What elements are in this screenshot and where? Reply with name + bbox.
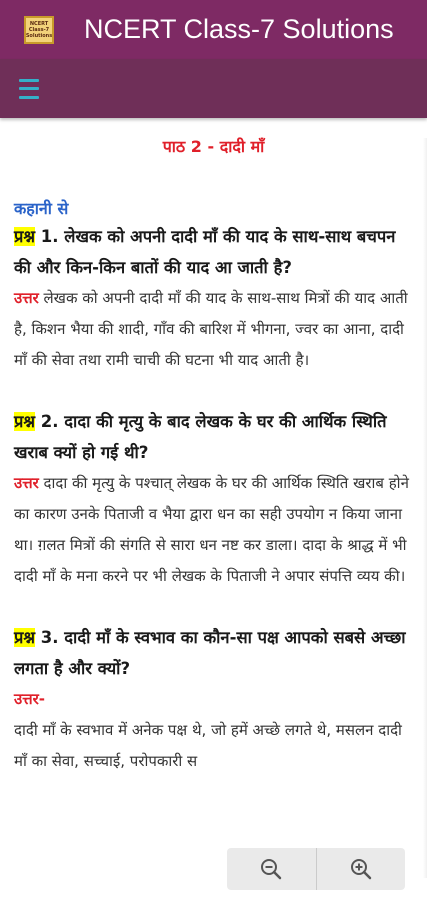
answer-text: दादा की मृत्यु के पश्चात् लेखक के घर की आर्थिक स्थिति खराब होने का कारण उनके पिताजी व भैया द्वारा धन का सही उपयोग न किया जाना था। ग़लत मित्रों की संगति से सारा धन नष्ट कर डाला। दादा के श्राद्ध में भी दादी माँ के मना करने पर भी लेखक के पिताजी ने अपार संपत्ति व्यय की। [14, 474, 409, 585]
question-text: 3. दादी माँ के स्वभाव का कौन-सा पक्ष आपको सबसे अच्छा लगता है और क्यों? [14, 628, 406, 678]
menu-bar-line [19, 79, 39, 82]
toolbar [0, 59, 427, 118]
logo-line-3: Solutions [25, 32, 53, 39]
logo-line-1: NCERT [29, 20, 49, 27]
answer-label: उत्तर [14, 474, 39, 492]
question-3 [14, 622, 413, 684]
app-title: NCERT Class-7 Solutions [84, 14, 394, 44]
qa-item-1 [14, 221, 413, 376]
qa-item-3 [14, 622, 413, 777]
menu-bar-line [19, 96, 39, 99]
scroll-edge [423, 138, 427, 878]
answer-label: उत्तर- [14, 690, 45, 708]
question-2 [14, 406, 413, 468]
answer-1 [14, 283, 413, 376]
menu-bar-line [19, 87, 39, 90]
question-label: प्रश्न [14, 412, 36, 431]
question-text: 1. लेखक को अपनी दादी माँ की याद के साथ-साथ बचपन की और किन-किन बातों की याद आ जाती है? [14, 227, 396, 277]
lesson-content[interactable] [0, 135, 427, 777]
question-label: प्रश्न [14, 227, 36, 246]
lesson-title: पाठ 2 - दादी माँ [162, 137, 265, 156]
qa-item-2 [14, 406, 413, 592]
question-1 [14, 221, 413, 283]
question-text: 2. दादा की मृत्यु के बाद लेखक के घर की आर्थिक स्थिति खराब क्यों हो गई थी? [14, 412, 387, 462]
app-logo-icon [24, 16, 54, 44]
section-heading: कहानी से [14, 199, 69, 218]
zoom-in-button[interactable] [317, 848, 406, 890]
zoom-controls [227, 848, 405, 890]
question-label: प्रश्न [14, 628, 36, 647]
app-title-bar [0, 0, 427, 59]
answer-2 [14, 468, 413, 592]
zoom-in-icon [349, 857, 373, 881]
answer-label: उत्तर [14, 289, 39, 307]
hamburger-menu-icon[interactable] [19, 79, 39, 99]
answer-3 [14, 684, 413, 777]
zoom-out-button[interactable] [227, 848, 317, 890]
answer-text: लेखक को अपनी दादी माँ की याद के साथ-साथ मित्रों की याद आती है, किशन भैया की शादी, गाँव की बारिश में भीगना, ज्वर का आना, दादी माँ की सेवा तथा रामी चाची की घटना भी याद आती है। [14, 289, 408, 369]
answer-text: दादी माँ के स्वभाव में अनेक पक्ष थे, जो हमें अच्छे लगते थे, मसलन दादी माँ का सेवा, सच्चाई, परोपकारी स [14, 721, 402, 770]
zoom-out-icon [259, 857, 283, 881]
logo-line-2: Class-7 [28, 26, 50, 33]
